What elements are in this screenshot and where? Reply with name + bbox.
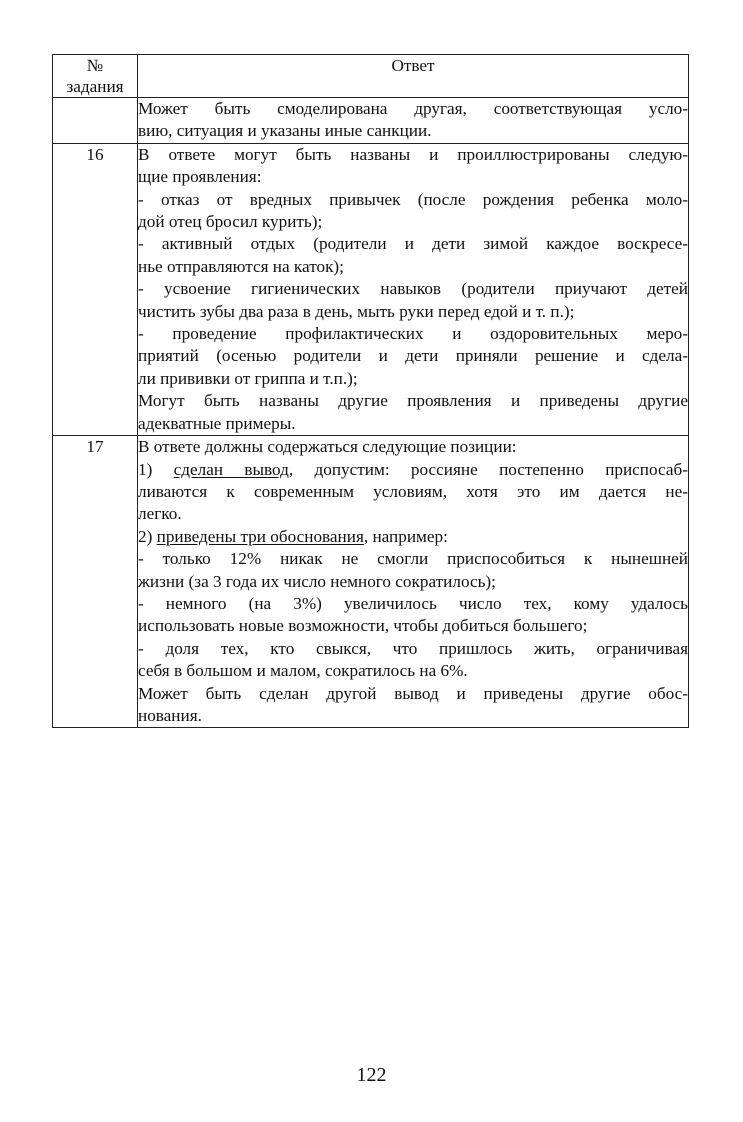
table-header-row — [53, 55, 689, 98]
answer-line — [138, 459, 688, 481]
conclusion-term: сделан вывод — [173, 459, 289, 479]
header-number-sign: № — [86, 56, 104, 75]
page-number: 122 — [356, 1064, 387, 1086]
answer-line: нования. — [138, 705, 202, 725]
answer-line-rest: , например: — [363, 526, 448, 546]
header-answer: Ответ — [138, 55, 689, 98]
answer-line: вию, ситуация и указаны иные санкции. — [138, 121, 432, 141]
answer-line: ли прививки от гриппа и т.п.); — [138, 368, 358, 388]
answer-line: В ответе должны содержаться следующие позиции: — [138, 437, 517, 457]
answer-line: - проведение профилактических и оздоровительных меро- — [138, 324, 688, 344]
answer-line: дой отец бросил курить); — [138, 212, 323, 232]
answer-line: Могут быть названы другие проявления и приведены другие — [138, 391, 688, 411]
answer-line: легко. — [138, 504, 182, 524]
item-number: 2) — [138, 526, 157, 546]
header-task-number — [53, 55, 138, 98]
answer-line: нье отправляются на каток); — [138, 256, 344, 276]
task-number-cell: 16 — [53, 143, 138, 435]
task-number-cell: 17 — [53, 436, 138, 728]
answer-line: - активный отдых (родители и дети зимой каждое воскресе- — [138, 234, 688, 254]
answer-line: - отказ от вредных привычек (после рождения ребенка моло- — [138, 189, 688, 209]
answer-line: - немного (на 3%) увеличилось число тех, кому удалось — [138, 593, 688, 613]
answer-line: использовать новые возможности, чтобы добиться большего; — [138, 616, 588, 636]
answer-line: Может быть смоделирована другая, соответствующая усло- — [138, 99, 688, 118]
answer-line: - только 12% никак не смогли приспособиться к нынешней — [138, 549, 688, 569]
table-row — [53, 436, 689, 728]
answer-cell — [138, 143, 689, 435]
justification-term: приведены три обоснования — [156, 526, 364, 546]
answer-cell — [138, 98, 689, 144]
answer-line: - усвоение гигиенических навыков (родители приучают детей — [138, 279, 688, 299]
answer-line — [138, 526, 688, 548]
answer-line: Может быть сделан другой вывод и приведены другие обос- — [138, 683, 688, 703]
header-task-label: задания — [66, 77, 124, 96]
answer-line: щие проявления: — [138, 167, 262, 187]
answer-line: жизни (за 3 года их число немного сократилось); — [138, 571, 496, 591]
answer-line: ливаются к современным условиям, хотя это им дается не- — [138, 481, 688, 501]
table-row — [53, 98, 689, 144]
answer-line: адекватные примеры. — [138, 413, 296, 433]
answer-line: чистить зубы два раза в день, мыть руки перед едой и т. п.); — [138, 301, 575, 321]
table-row — [53, 143, 689, 435]
answer-line-rest: , допустим: россияне постепенно приспосаб- — [288, 459, 688, 479]
item-number: 1) — [138, 459, 174, 479]
answer-line: себя в большом и малом, сократилось на 6%. — [138, 661, 468, 681]
task-number-cell — [53, 98, 138, 144]
answer-cell — [138, 436, 689, 728]
answer-line: - доля тех, кто свыкся, что пришлось жить, ограничивая — [138, 638, 688, 658]
answer-line: приятий (осенью родители и дети приняли решение и сдела- — [138, 346, 688, 366]
answer-line: В ответе могут быть названы и проиллюстрированы следую- — [138, 144, 688, 164]
answers-table — [52, 54, 689, 728]
